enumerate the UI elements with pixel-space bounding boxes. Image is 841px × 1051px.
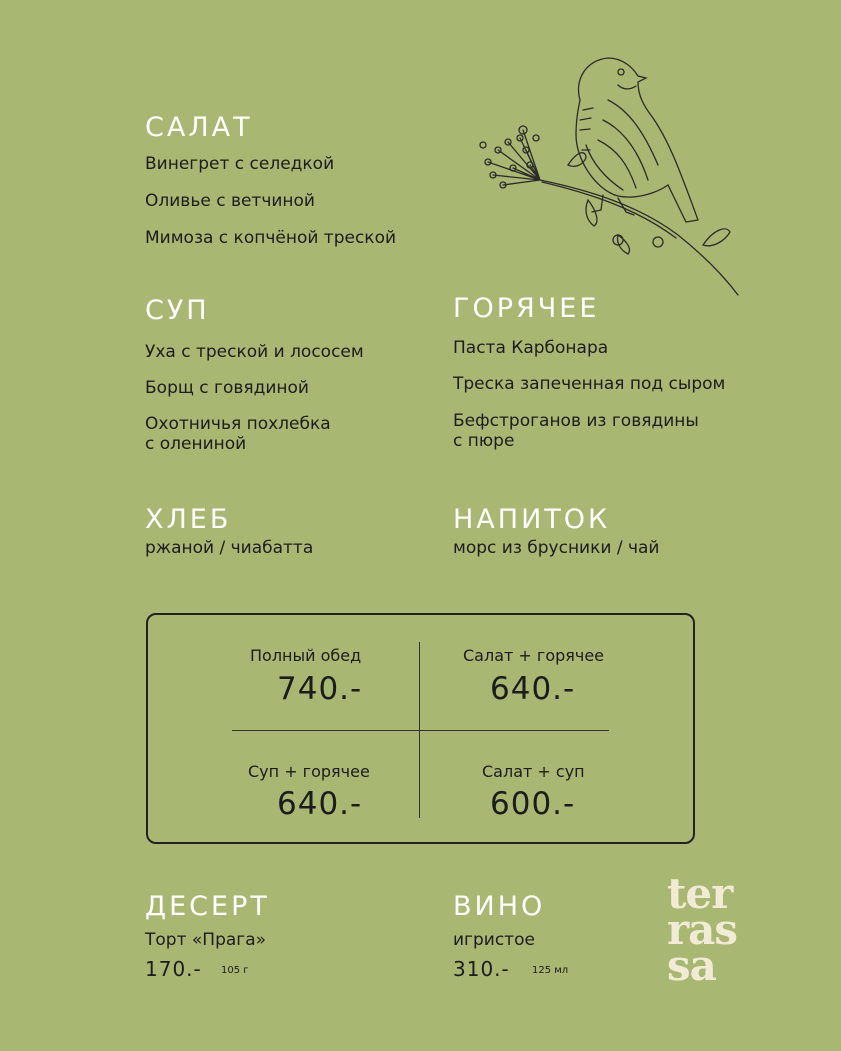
bird-illustration bbox=[468, 50, 748, 300]
combo-price-3: 640.- bbox=[277, 786, 363, 822]
bread-text: ржаной / чиабатта bbox=[145, 538, 314, 558]
combo-price-2: 640.- bbox=[490, 671, 576, 707]
wine-price: 310.- bbox=[453, 957, 510, 981]
combo-price-1: 740.- bbox=[277, 671, 363, 707]
hot-heading: ГОРЯЧЕЕ bbox=[453, 293, 600, 324]
drink-heading: НАПИТОК bbox=[453, 504, 611, 535]
salad-heading: САЛАТ bbox=[145, 112, 253, 143]
dessert-price: 170.- bbox=[145, 957, 202, 981]
logo-line-1: ter bbox=[667, 869, 733, 918]
salad-item-2: Оливье с ветчиной bbox=[145, 191, 315, 211]
hot-item-1: Паста Карбонара bbox=[453, 338, 609, 358]
logo-line-2: ras bbox=[667, 905, 737, 954]
soup-item-2: Борщ с говядиной bbox=[145, 378, 309, 398]
bread-heading: ХЛЕБ bbox=[145, 504, 232, 535]
wine-name: игристое bbox=[453, 930, 535, 950]
soup-heading: СУП bbox=[145, 295, 210, 326]
wine-heading: ВИНО bbox=[453, 891, 546, 922]
combo-label-4: Салат + суп bbox=[482, 762, 585, 781]
combo-price-4: 600.- bbox=[490, 786, 576, 822]
drink-text: морс из брусники / чай bbox=[453, 538, 660, 558]
combo-label-3: Суп + горячее bbox=[248, 762, 370, 781]
combo-box bbox=[146, 613, 695, 844]
hot-item-3: Бефстроганов из говядины bbox=[453, 411, 699, 431]
wine-unit: 125 мл bbox=[532, 965, 569, 976]
hot-item-3-cont: с пюре bbox=[453, 431, 515, 451]
combo-label-2: Салат + горячее bbox=[463, 646, 605, 665]
dessert-name: Торт «Прага» bbox=[145, 930, 267, 950]
logo-line-3: sa bbox=[667, 941, 716, 990]
soup-item-3-cont: с олениной bbox=[145, 434, 247, 454]
combo-divider-horizontal bbox=[232, 730, 609, 731]
hot-item-2: Треска запеченная под сыром bbox=[453, 374, 726, 394]
terrassa-logo bbox=[667, 869, 737, 990]
dessert-unit: 105 г bbox=[221, 965, 249, 976]
combo-label-1: Полный обед bbox=[250, 646, 362, 665]
soup-item-1: Уха с треской и лососем bbox=[145, 342, 364, 362]
salad-item-1: Винегрет с селедкой bbox=[145, 154, 335, 174]
soup-item-3: Охотничья похлебка bbox=[145, 414, 331, 434]
dessert-heading: ДЕСЕРТ bbox=[145, 891, 270, 922]
salad-item-3: Мимоза с копчёной треской bbox=[145, 228, 397, 248]
